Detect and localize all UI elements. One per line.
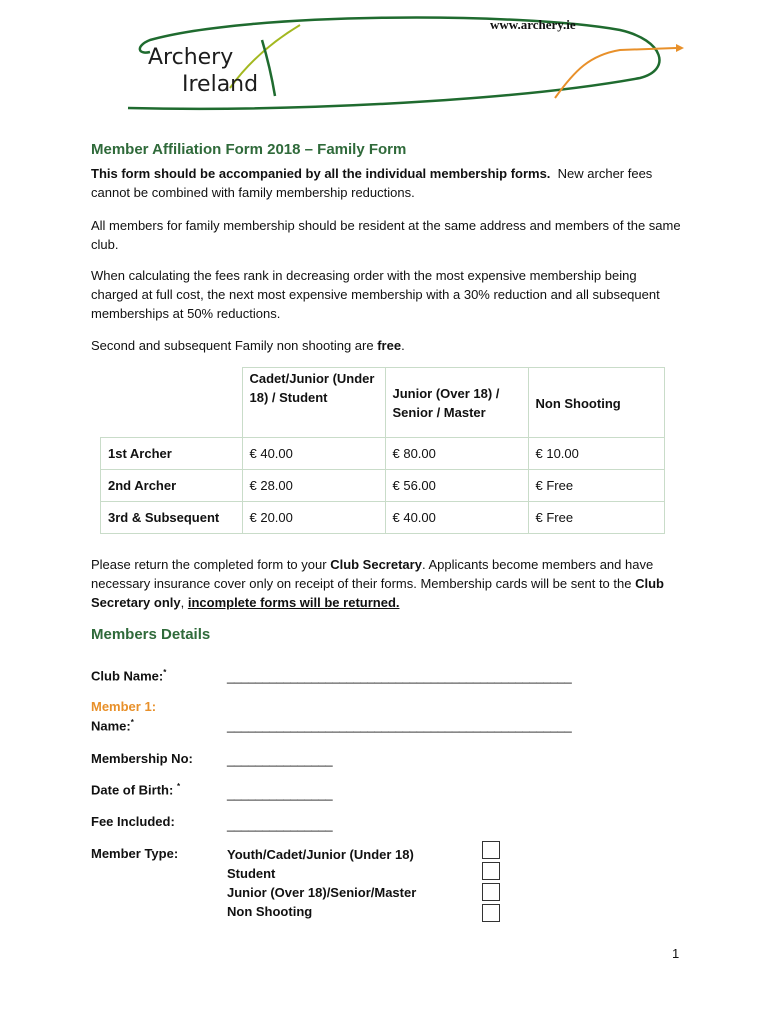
archery-ireland-logo [0, 0, 770, 130]
fee-table [100, 367, 665, 534]
table-corner [101, 368, 243, 438]
members-details-heading: Members Details [91, 626, 211, 643]
dob-field[interactable]: _______________ [227, 786, 333, 801]
membership-no-field[interactable]: _______________ [227, 752, 333, 767]
incomplete-warning: incomplete forms will be returned. [187, 595, 400, 610]
checkbox-youth-cadet-junior[interactable] [482, 841, 500, 859]
website-url: www.archery.ie [490, 17, 576, 32]
club-name-field[interactable]: _________________________________________________ [227, 669, 572, 684]
checkbox-student[interactable] [482, 862, 500, 880]
page-number: 1 [672, 946, 680, 961]
form-title: Member Affiliation Form 2018 – Family Form [91, 141, 407, 158]
header-non-shooting: Non Shooting [528, 368, 664, 438]
intro-rest: New archer fees cannot be combined with family membership reductions. [91, 166, 653, 200]
table-row: 1st Archer € 40.00 € 80.00 € 10.00 [101, 438, 665, 470]
table-row: 2nd Archer € 28.00 € 56.00 € Free [101, 470, 665, 502]
return-instructions: Please return the completed form to your Club Secretary. Applicants become members and have necessary insurance cover only on receipt of their forms. Membership cards will be sent to the Club Secretary only, incomplete forms will be returned. [91, 557, 664, 610]
dob-label: Date of Birth: * [91, 782, 181, 798]
checkbox-non-shooting[interactable] [482, 904, 500, 922]
resident-paragraph: All members for family membership should be resident at the same address and members of the same club. [91, 218, 681, 252]
free-word: free [377, 338, 402, 353]
option-non-shooting: Non Shooting [227, 904, 313, 919]
header-junior-senior: Junior (Over 18) / Senior / Master [385, 368, 528, 438]
name-field[interactable]: _________________________________________________ [227, 718, 572, 733]
logo-text-ireland: Ireland [182, 72, 259, 97]
intro-paragraph [91, 164, 681, 202]
fee-calculation-paragraph: When calculating the fees rank in decreasing order with the most expensive membership being charged at full cost, the next most expensive membership with a 30% reduction and all subsequent memberships at 50% reductions. [91, 268, 660, 321]
fee-included-label: Fee Included: [91, 814, 175, 829]
checkbox-junior-senior-master[interactable] [482, 883, 500, 901]
option-junior-senior-master: Junior (Over 18)/Senior/Master [227, 885, 417, 900]
member-type-label: Member Type: [91, 846, 179, 861]
table-row: 3rd & Subsequent € 20.00 € 40.00 € Free [101, 502, 665, 534]
non-shooting-paragraph: Second and subsequent Family non shooting are free. [91, 338, 405, 353]
club-name-label: Club Name:* [91, 668, 167, 684]
option-student: Student [227, 866, 276, 881]
name-label: Name:* [91, 718, 134, 734]
header-cadet-junior: Cadet/Junior (Under 18) / Student [242, 368, 385, 438]
intro-bold: This form should be accompanied by all the individual membership forms. [91, 166, 551, 181]
logo-text-archery: Archery [148, 45, 234, 70]
fee-included-field[interactable]: _______________ [227, 817, 333, 832]
member-1-label: Member 1: [91, 699, 157, 714]
option-youth-cadet-junior: Youth/Cadet/Junior (Under 18) [227, 847, 414, 862]
membership-no-label: Membership No: [91, 751, 193, 766]
member-type-options [227, 845, 416, 921]
